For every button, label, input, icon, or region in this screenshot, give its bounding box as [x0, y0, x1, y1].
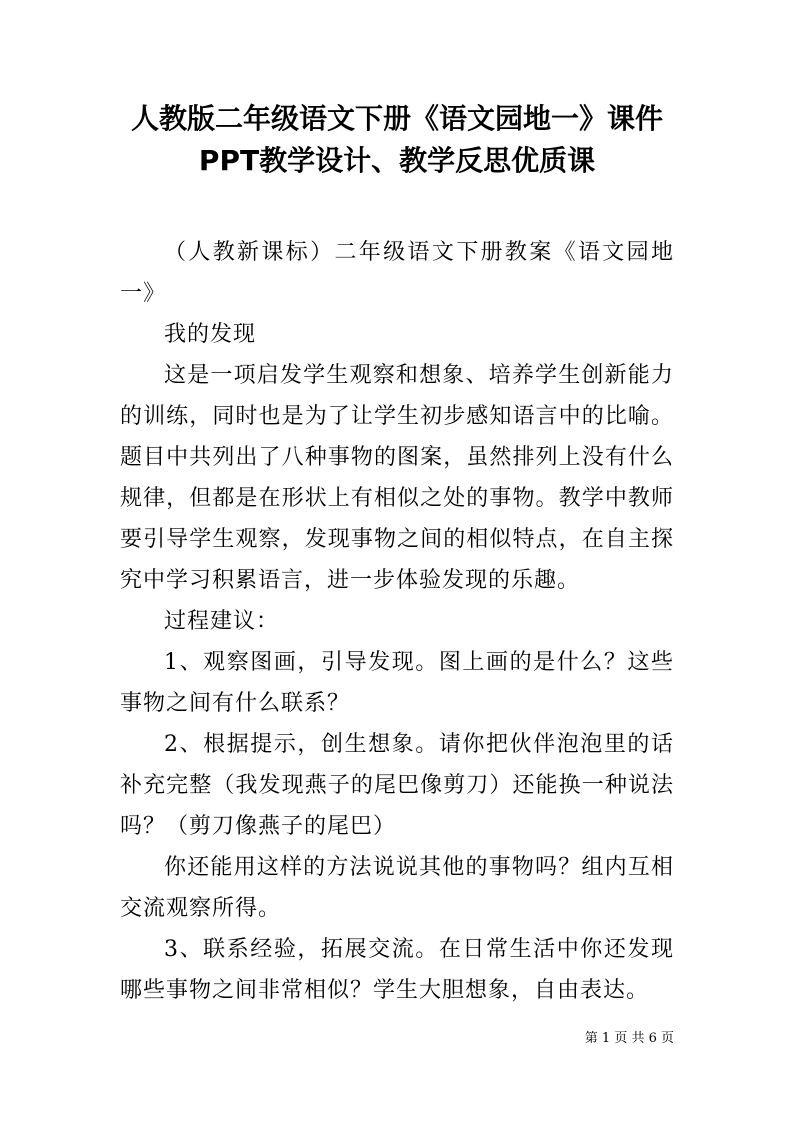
document-title-line-2: PPT教学设计、教学反思优质课	[198, 144, 596, 177]
document-title-line-1: 人教版二年级语文下册《语文园地一》课件	[130, 102, 663, 135]
section-heading: 我的发现	[164, 322, 257, 347]
suggestion-item: 1、观察图画，引导发现。图上画的是什么？这些事物之间有什么联系？	[120, 650, 674, 716]
suggestion-item: 2、根据提示，创生想象。请你把伙伴泡泡里的话补充完整（我发现燕子的尾巴像剪刀）还能换一种说法吗？（剪刀像燕子的尾巴）	[120, 732, 674, 839]
document-body	[120, 232, 674, 1011]
section-heading: 过程建议：	[164, 609, 280, 634]
intro-paragraph: （人教新课标）二年级语文下册教案《语文园地一》	[120, 240, 674, 306]
suggestion-item: 3、联系经验，拓展交流。在日常生活中你还发现哪些事物之间非常相似？学生大胆想象，自由表达。	[120, 937, 674, 1003]
body-paragraph: 这是一项启发学生观察和想象、培养学生创新能力的训练，同时也是为了让学生初步感知语言中的比喻。题目中共列出了八种事物的图案，虽然排列上没有什么规律，但都是在形状上有相似之处的事物。教学中教师要引导学生观察，发现事物之间的相似特点，在自主探究中学习积累语言，进一步体验发现的乐趣。	[120, 363, 674, 593]
body-paragraph: 你还能用这样的方法说说其他的事物吗？组内互相交流观察所得。	[120, 855, 674, 921]
page-number-footer: 第 1 页 共 6 页	[584, 1031, 674, 1046]
